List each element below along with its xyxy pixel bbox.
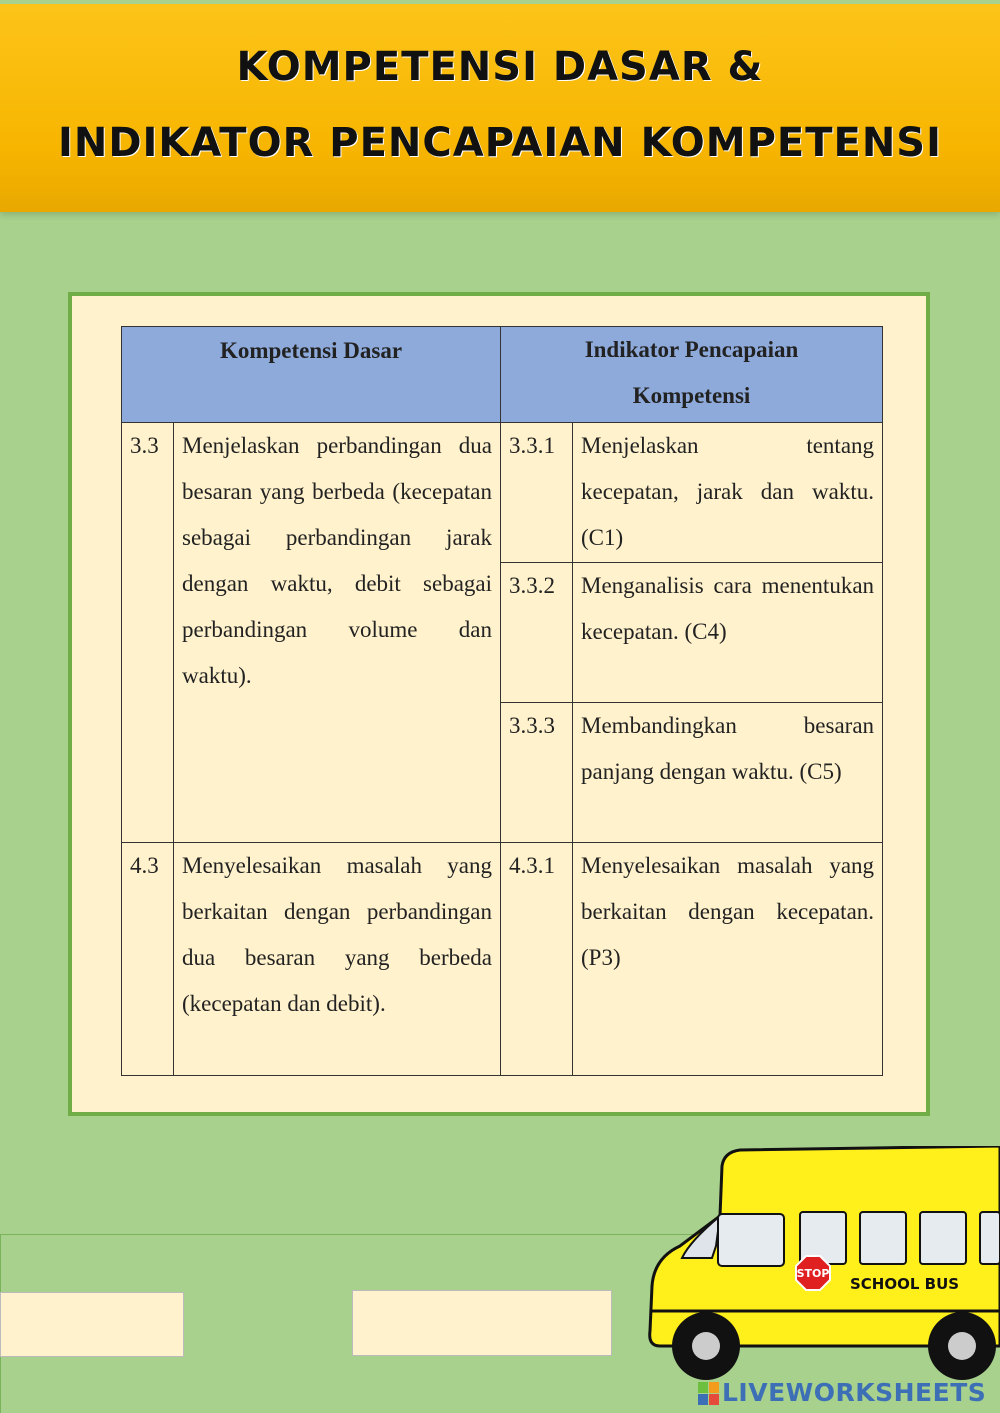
table-row [122,843,883,1076]
answer-drop-box-2[interactable] [352,1290,612,1356]
ipk-text: Menjelaskan tentang kecepatan, jarak dan waktu. (C1) [573,423,883,563]
header-kd: Kompetensi Dasar [122,327,501,423]
ipk-text: Menganalisis cara menentukan kecepatan. (C4) [573,563,883,703]
competency-table [121,326,883,1076]
kd-number: 3.3 [122,423,174,843]
bus-window [718,1214,784,1266]
header-ipk: Indikator Pencapaian Kompetensi [501,327,883,423]
stop-sign-text: STOP [796,1267,830,1280]
ipk-number: 3.3.2 [501,563,573,703]
kd-text: Menjelaskan perbandingan dua besaran yang berbeda (kecepatan sebagai perbandingan jarak dengan waktu, debit sebagai perbandingan volume dan waktu). [174,423,501,843]
header-banner [0,0,1000,212]
bus-window [920,1212,966,1264]
bus-label: SCHOOL BUS [850,1275,960,1293]
kd-text: Menyelesaikan masalah yang berkaitan dengan perbandingan dua besaran yang berbeda (kecepatan dan debit). [174,843,501,1076]
ipk-number: 4.3.1 [501,843,573,1076]
title-line-2: INDIKATOR PENCAPAIAN KOMPETENSI [57,120,942,166]
bus-hubcap [692,1332,720,1360]
school-bus-illustration [640,1146,1000,1413]
bus-window [980,1212,1000,1264]
ipk-number: 3.3.1 [501,423,573,563]
bus-windshield [682,1216,720,1258]
table-row [122,423,883,563]
answer-drop-box-1[interactable] [0,1292,184,1357]
ipk-number: 3.3.3 [501,703,573,843]
kd-number: 4.3 [122,843,174,1076]
liveworksheets-logo-icon [698,1382,720,1406]
ipk-text: Menyelesaikan masalah yang berkaitan dengan kecepatan. (P3) [573,843,883,1076]
table-header-row [122,327,883,423]
liveworksheets-watermark [698,1378,986,1410]
watermark-text: LIVEWORKSHEETS [722,1378,987,1407]
bus-hubcap [948,1332,976,1360]
ipk-text: Membandingkan besaran panjang dengan waktu. (C5) [573,703,883,843]
title-line-1: KOMPETENSI DASAR & [236,44,764,90]
bus-window [860,1212,906,1264]
